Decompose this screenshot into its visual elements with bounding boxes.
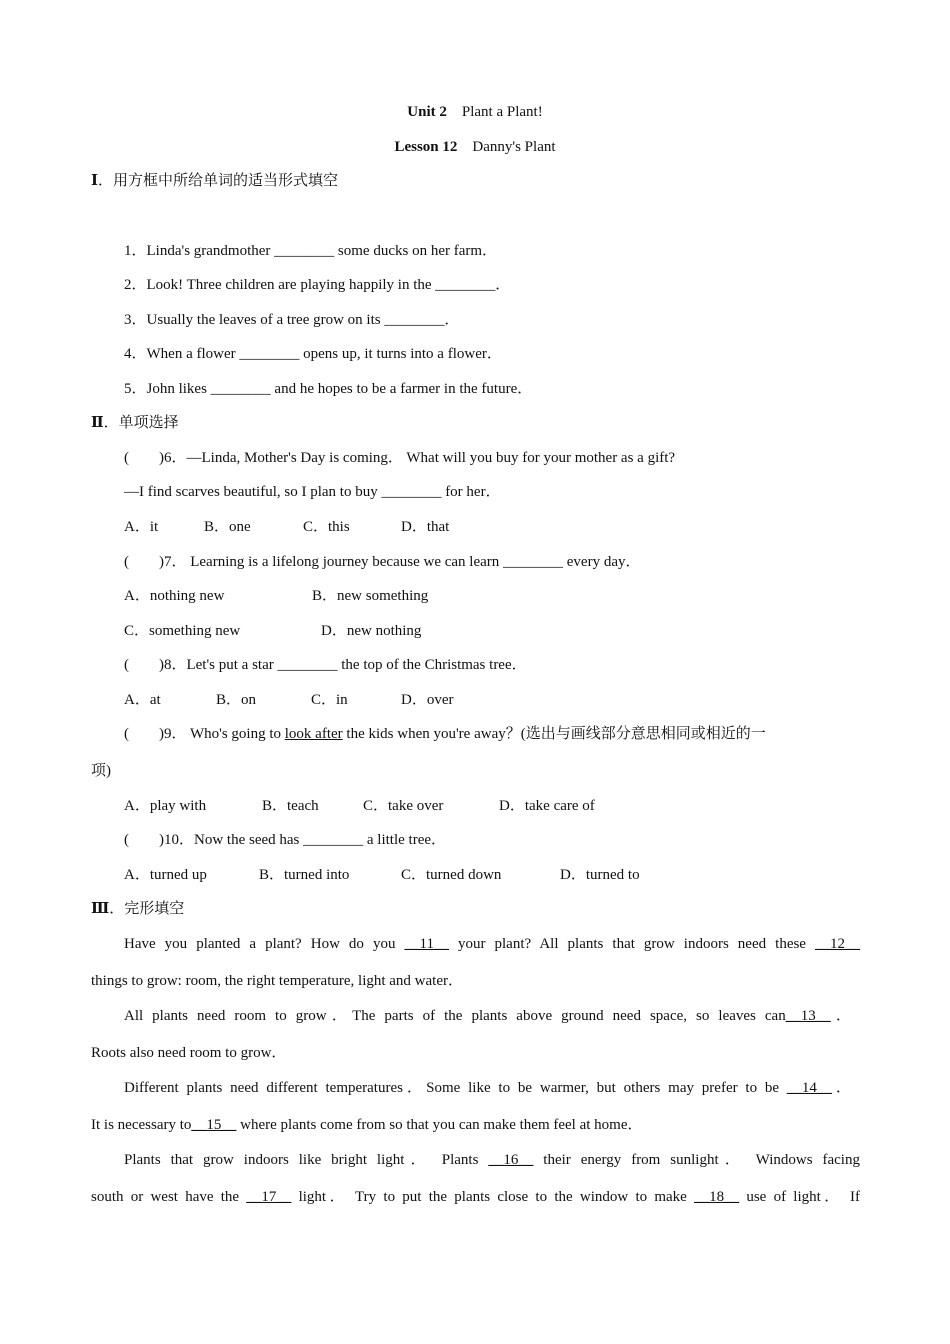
question-9-option-b: B．teach: [262, 798, 319, 814]
question-6-option-c: C．this: [303, 519, 350, 535]
question-9-option-d: D．take care of: [499, 798, 595, 814]
unit-number: Unit 2: [407, 104, 447, 120]
question-7-option-b: B．new something: [312, 588, 429, 604]
question-7-option-c: C．something new: [124, 623, 241, 639]
question-8-stem: ( )8．Let's put a star ________ the top of the Christmas tree．: [124, 657, 527, 673]
question-7-option-a: A．nothing new: [124, 588, 225, 604]
cloze-paragraph-4: Plants that grow indoors like bright light． Plants __16__ their energy from sunlight． Windows facing: [124, 1152, 860, 1168]
question-8-option-d: D．over: [401, 692, 454, 708]
question-6-option-d: D．that: [401, 519, 450, 535]
question-9-option-c: C．take over: [363, 798, 444, 814]
list-item: 5．John likes ________ and he hopes to be a farmer in the future．: [124, 381, 533, 397]
blank-15: __15__: [191, 1117, 237, 1133]
question-9-stem-cont: 项): [91, 763, 111, 779]
cloze-paragraph-2: All plants need room to grow．The parts of the plants above ground need space, so leaves can__13__．: [124, 1008, 851, 1024]
question-6-option-a: A．it: [124, 519, 159, 535]
question-9-stem: ( )9． Who's going to look after the kids when you're away？(选出与画线部分意思相同或相近的一: [124, 726, 766, 742]
question-7-stem: ( )7． Learning is a lifelong journey because we can learn ________ every day．: [124, 554, 641, 570]
question-6-option-b: B．one: [204, 519, 251, 535]
question-8-option-c: C．in: [311, 692, 348, 708]
blank-17: __17__: [246, 1189, 292, 1205]
list-item: 4．When a flower ________ opens up, it turns into a flower．: [124, 346, 502, 362]
lesson-number: Lesson 12: [394, 139, 458, 155]
question-10-option-a: A．turned up: [124, 867, 207, 883]
section3-heading: Ⅲ．完形填空: [91, 901, 185, 917]
section1-heading: Ⅰ．用方框中所给单词的适当形式填空: [91, 173, 339, 189]
blank-13: __13__: [785, 1008, 831, 1024]
question-8-option-b: B．on: [216, 692, 257, 708]
cloze-paragraph-4-line-2: south or west have the __17__ light． Try to put the plants close to the window to make __18__ use of light． If: [91, 1189, 861, 1205]
question-6-stem: ( )6．—Linda, Mother's Day is coming． What will you buy for your mother as a gift?: [124, 450, 676, 466]
blank-11: __11__: [404, 936, 449, 952]
cloze-paragraph-3: Different plants need different temperatures．Some like to be warmer, but others may prefer to be __14__．: [124, 1080, 851, 1096]
list-item: 1．Linda's grandmother ________ some ducks on her farm．: [124, 243, 498, 259]
section2-heading: Ⅱ．单项选择: [91, 415, 179, 431]
underlined-phrase: look after: [284, 726, 343, 742]
list-item: 3．Usually the leaves of a tree grow on its ________．: [124, 312, 460, 328]
question-9-option-a: A．play with: [124, 798, 207, 814]
blank-16: __16__: [488, 1152, 534, 1168]
blank-18: __18__: [694, 1189, 740, 1205]
lesson-name: Danny's Plant: [472, 139, 556, 155]
blank-14: __14__: [786, 1080, 832, 1096]
cloze-paragraph-1-line-2: things to grow: room, the right temperature, light and water．: [91, 973, 463, 989]
question-10-option-b: B．turned into: [259, 867, 350, 883]
question-10-option-c: C．turned down: [401, 867, 502, 883]
question-6-stem-2: —I find scarves beautiful, so I plan to buy ________ for her．: [124, 484, 501, 500]
lesson-title: [0, 137, 950, 157]
cloze-paragraph-1: Have you planted a plant? How do you __11__ your plant? All plants that grow indoors need these __12__: [124, 936, 860, 952]
question-7-option-d: D．new nothing: [321, 623, 422, 639]
question-8-option-a: A．at: [124, 692, 161, 708]
unit-title: [0, 102, 950, 122]
question-10-option-d: D．turned to: [560, 867, 640, 883]
blank-12: __12__: [815, 936, 860, 952]
list-item: 2．Look! Three children are playing happily in the ________．: [124, 277, 511, 293]
question-10-stem: ( )10．Now the seed has ________ a little tree．: [124, 832, 447, 848]
unit-name: Plant a Plant!: [461, 104, 543, 120]
cloze-paragraph-3-line-2: It is necessary to__15__ where plants come from so that you can make them feel at home．: [91, 1117, 643, 1133]
cloze-paragraph-2-line-2: Roots also need room to grow．: [91, 1045, 287, 1061]
